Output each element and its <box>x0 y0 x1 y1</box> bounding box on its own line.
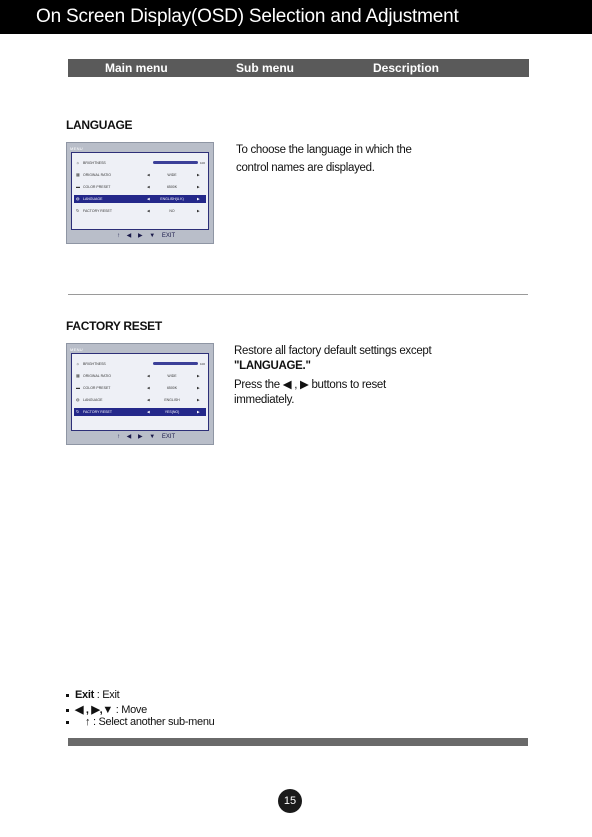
legend-key: ◀ , ▶,▼ <box>75 704 113 716</box>
right-arrow-icon: ▶ <box>197 209 200 213</box>
osd-row-original-ratio <box>74 171 206 179</box>
brightness-icon: ☼ <box>76 160 80 165</box>
osd-bar-value: 100 <box>200 161 206 165</box>
osd-row-value: WIDE <box>167 173 177 177</box>
right-arrow-icon: ▶ <box>197 398 200 402</box>
osd-row-color-preset <box>74 384 206 392</box>
legend-text: : Exit <box>93 689 120 701</box>
page-title: On Screen Display(OSD) Selection and Adjustment <box>36 6 459 27</box>
osd-menu-panel <box>71 152 209 230</box>
osd-row-label: BRIGHTNESS <box>83 362 106 366</box>
description-line: Restore all factory default settings except <box>234 345 432 357</box>
left-arrow-icon: ◀ <box>147 185 150 189</box>
header-description: Description <box>373 61 440 75</box>
osd-row-label: FACTORY RESET <box>83 410 112 414</box>
legend-item-exit <box>66 689 119 701</box>
osd-row-language <box>74 396 206 404</box>
osd-row-value: NO <box>169 209 175 213</box>
osd-row-factory-reset <box>74 207 206 215</box>
osd-row-value: ENGLISH(U.K) <box>160 197 184 201</box>
bullet-icon <box>66 721 69 724</box>
footer-bar <box>68 738 528 746</box>
osd-screenshot-factory-reset <box>66 343 214 445</box>
description-line: control names are displayed. <box>236 162 375 174</box>
right-arrow-icon: ▶ <box>197 374 200 378</box>
left-arrow-icon: ◀ <box>147 173 150 177</box>
color-icon: ▬ <box>76 385 80 390</box>
legend-item-select <box>66 716 214 728</box>
osd-row-original-ratio <box>74 372 206 380</box>
section-divider <box>68 294 528 295</box>
osd-row-factory-reset <box>74 408 206 416</box>
osd-row-language <box>74 195 206 203</box>
osd-row-label: LANGUAGE <box>83 197 103 201</box>
reset-icon: ↻ <box>76 208 80 213</box>
osd-row-value: YES(NO) <box>164 410 180 414</box>
left-arrow-icon: ◀ <box>147 209 150 213</box>
table-header <box>68 59 529 77</box>
osd-menu-panel <box>71 353 209 431</box>
osd-row-brightness <box>74 159 206 167</box>
section-title-language: LANGUAGE <box>66 118 133 132</box>
left-arrow-icon: ◀ <box>147 386 150 390</box>
osd-row-label: COLOR PRESET <box>83 386 111 390</box>
description-line: Press the ◀ , ▶ buttons to reset <box>234 379 386 391</box>
osd-row-value: ENGLISH <box>164 398 180 402</box>
section-title-factory-reset: FACTORY RESET <box>66 319 162 333</box>
osd-row-label: FACTORY RESET <box>83 209 112 213</box>
osd-bar-value: 100 <box>200 362 206 366</box>
osd-row-label: ORIGINAL RATIO <box>83 374 112 378</box>
osd-row-color-preset <box>74 183 206 191</box>
bullet-icon <box>66 694 69 697</box>
osd-row-value: 6500K <box>166 185 178 189</box>
osd-row-label: COLOR PRESET <box>83 185 111 189</box>
osd-row-value: WIDE <box>167 374 177 378</box>
left-arrow-icon: ◀ <box>147 410 150 414</box>
left-arrow-icon: ◀ <box>147 374 150 378</box>
osd-header: MENU <box>70 146 83 151</box>
osd-row-label: ORIGINAL RATIO <box>83 173 112 177</box>
osd-header: MENU <box>70 347 83 352</box>
description-factory-reset <box>234 344 431 408</box>
page-number: 15 <box>278 789 302 813</box>
right-arrow-icon: ▶ <box>197 185 200 189</box>
right-arrow-icon: ▶ <box>197 386 200 390</box>
right-arrow-icon: ▶ <box>197 173 200 177</box>
osd-row-label: LANGUAGE <box>83 398 103 402</box>
osd-screenshot-language <box>66 142 214 244</box>
brightness-icon: ☼ <box>76 361 80 366</box>
osd-nav-bar: ↑ ◀ ▶ ▼ EXIT <box>117 434 176 440</box>
osd-row-value: 6500K <box>166 386 178 390</box>
osd-nav-bar: ↑ ◀ ▶ ▼ EXIT <box>117 233 176 239</box>
right-arrow-icon: ▶ <box>197 197 200 201</box>
ratio-icon: ▦ <box>76 373 80 378</box>
description-line: immediately. <box>234 394 295 406</box>
left-arrow-icon: ◀ <box>147 197 150 201</box>
brightness-bar <box>153 362 198 365</box>
osd-row-label: BRIGHTNESS <box>83 161 106 165</box>
legend-text: : Move <box>112 704 147 716</box>
globe-icon: ◍ <box>76 196 80 201</box>
legend-key: Exit <box>75 689 94 701</box>
header-sub-menu: Sub menu <box>236 61 295 75</box>
globe-icon: ◍ <box>76 397 80 402</box>
description-bold-line: "LANGUAGE." <box>234 360 311 372</box>
osd-row-brightness <box>74 360 206 368</box>
legend-item-move <box>66 703 147 716</box>
brightness-bar <box>153 161 198 164</box>
reset-icon: ↻ <box>76 409 80 414</box>
up-arrow-icon: ↑ <box>85 716 91 728</box>
ratio-icon: ▦ <box>76 172 80 177</box>
description-language <box>236 143 412 176</box>
color-icon: ▬ <box>76 184 80 189</box>
description-line: To choose the language in which the <box>236 144 412 156</box>
right-arrow-icon: ▶ <box>197 410 200 414</box>
title-bar <box>0 0 592 34</box>
legend-text: : Select another sub-menu <box>90 716 215 728</box>
left-arrow-icon: ◀ <box>147 398 150 402</box>
bullet-icon <box>66 709 69 712</box>
header-main-menu: Main menu <box>105 61 168 75</box>
